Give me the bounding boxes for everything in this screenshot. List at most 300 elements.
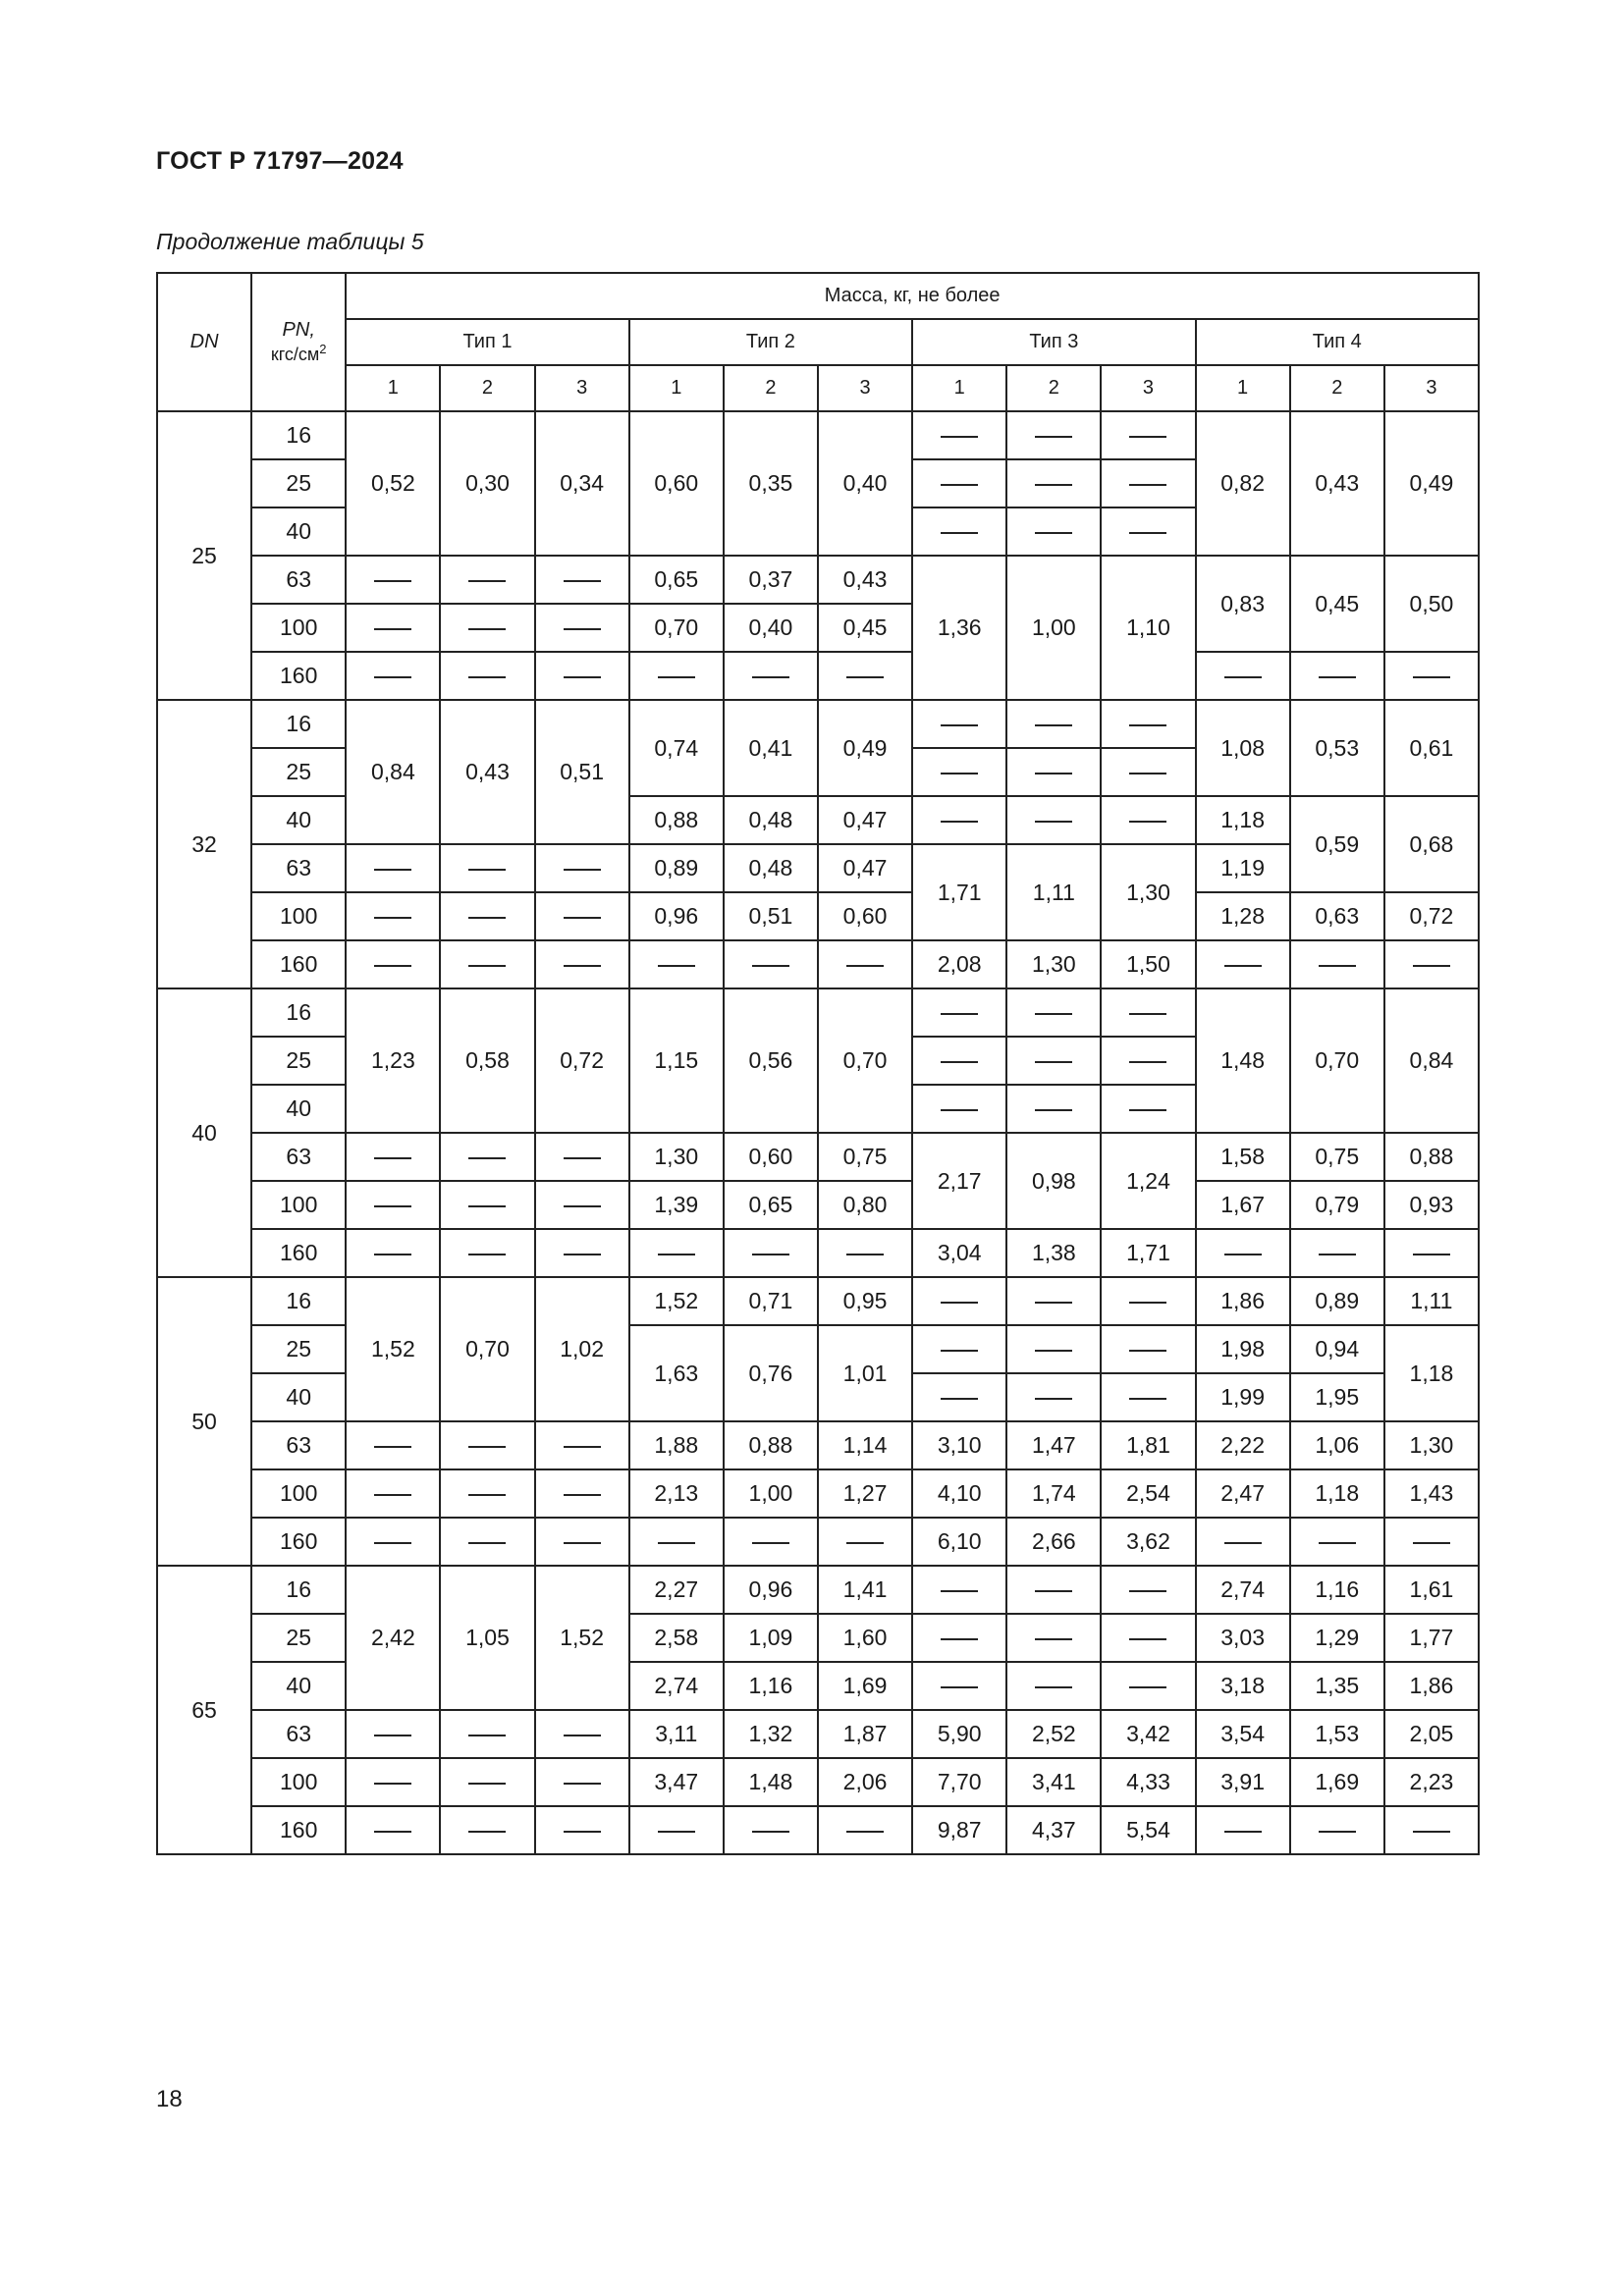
- table-cell: 1,18: [1290, 1469, 1384, 1518]
- table-cell: [724, 1229, 818, 1277]
- table-cell: [440, 556, 534, 604]
- dash-mark: [1035, 1302, 1072, 1304]
- table-cell: 2,08: [912, 940, 1006, 988]
- table-row: [157, 1758, 1479, 1806]
- table-cell: 0,82: [1196, 411, 1290, 556]
- dash-mark: [1129, 821, 1166, 823]
- table-row: [157, 1566, 1479, 1614]
- table-cell: [1101, 411, 1195, 459]
- table-cell: 160: [251, 1518, 346, 1566]
- table-cell: 32: [157, 700, 251, 988]
- table-cell: [912, 1566, 1006, 1614]
- table-cell: 0,43: [440, 700, 534, 844]
- table-cell: 16: [251, 1566, 346, 1614]
- table-cell: 1,16: [1290, 1566, 1384, 1614]
- table-cell: 40: [251, 796, 346, 844]
- dash-mark: [941, 436, 978, 438]
- table-cell: 100: [251, 604, 346, 652]
- header-sub-col: 3: [1384, 365, 1479, 411]
- table-cell: 40: [251, 1085, 346, 1133]
- table-cell: 16: [251, 988, 346, 1037]
- dash-mark: [468, 1157, 506, 1159]
- table-cell: 63: [251, 1133, 346, 1181]
- table-cell: 16: [251, 700, 346, 748]
- dash-mark: [1224, 1831, 1262, 1833]
- dash-mark: [1035, 1109, 1072, 1111]
- table-cell: 0,96: [724, 1566, 818, 1614]
- dash-mark: [941, 1686, 978, 1688]
- table-cell: 1,43: [1384, 1469, 1479, 1518]
- table-cell: [1290, 1806, 1384, 1854]
- table-cell: 1,77: [1384, 1614, 1479, 1662]
- dash-mark: [374, 1254, 411, 1255]
- table-cell: 3,62: [1101, 1518, 1195, 1566]
- table-cell: 0,37: [724, 556, 818, 604]
- table-cell: [440, 1181, 534, 1229]
- table-cell: 5,90: [912, 1710, 1006, 1758]
- dash-mark: [374, 869, 411, 871]
- dash-mark: [468, 1254, 506, 1255]
- dash-mark: [752, 1831, 789, 1833]
- table-cell: [1006, 700, 1101, 748]
- table-cell: 25: [251, 748, 346, 796]
- dash-mark: [1413, 965, 1450, 967]
- table-row: [157, 1469, 1479, 1518]
- dash-mark: [374, 1205, 411, 1207]
- dash-mark: [1129, 484, 1166, 486]
- table-cell: 2,52: [1006, 1710, 1101, 1758]
- table-cell: 2,17: [912, 1133, 1006, 1229]
- table-row: [157, 700, 1479, 748]
- header-sub-col: 1: [346, 365, 440, 411]
- table-cell: 1,35: [1290, 1662, 1384, 1710]
- table-cell: [535, 1469, 629, 1518]
- dash-mark: [1319, 676, 1356, 678]
- table-cell: 0,58: [440, 988, 534, 1133]
- table-cell: [535, 1758, 629, 1806]
- table-cell: 1,18: [1384, 1325, 1479, 1421]
- table-cell: 1,71: [1101, 1229, 1195, 1277]
- dash-mark: [1224, 1254, 1262, 1255]
- table-cell: 1,30: [629, 1133, 724, 1181]
- table-cell: [912, 1614, 1006, 1662]
- table-cell: 1,19: [1196, 844, 1290, 892]
- table-cell: 1,52: [346, 1277, 440, 1421]
- dash-mark: [468, 1494, 506, 1496]
- dash-mark: [941, 532, 978, 534]
- table-cell: 3,91: [1196, 1758, 1290, 1806]
- table-cell: 1,11: [1384, 1277, 1479, 1325]
- table-cell: 0,48: [724, 844, 818, 892]
- table-cell: 3,42: [1101, 1710, 1195, 1758]
- table-row: [157, 1277, 1479, 1325]
- dash-mark: [564, 1735, 601, 1736]
- dash-mark: [1319, 1542, 1356, 1544]
- table-cell: 1,32: [724, 1710, 818, 1758]
- table-cell: [440, 892, 534, 940]
- dash-mark: [752, 676, 789, 678]
- dash-mark: [468, 1542, 506, 1544]
- table-cell: 3,03: [1196, 1614, 1290, 1662]
- table-row: [157, 411, 1479, 459]
- table-cell: [346, 940, 440, 988]
- dash-mark: [1413, 676, 1450, 678]
- header-type-4: Тип 4: [1196, 319, 1479, 365]
- table-cell: 1,87: [818, 1710, 912, 1758]
- dash-mark: [846, 1254, 884, 1255]
- table-row: [157, 940, 1479, 988]
- table-cell: [818, 1806, 912, 1854]
- dash-mark: [658, 965, 695, 967]
- table-cell: 160: [251, 652, 346, 700]
- table-cell: [818, 652, 912, 700]
- table-cell: 1,30: [1101, 844, 1195, 940]
- dash-mark: [941, 1590, 978, 1592]
- table-cell: 0,84: [346, 700, 440, 844]
- table-cell: [346, 1518, 440, 1566]
- dash-mark: [1129, 1302, 1166, 1304]
- table-cell: 0,59: [1290, 796, 1384, 892]
- table-cell: 25: [251, 459, 346, 507]
- table-cell: 1,99: [1196, 1373, 1290, 1421]
- table-cell: 0,89: [629, 844, 724, 892]
- table-cell: 1,29: [1290, 1614, 1384, 1662]
- header-sub-col: 2: [1006, 365, 1101, 411]
- table-cell: 40: [251, 1373, 346, 1421]
- dash-mark: [658, 676, 695, 678]
- dash-mark: [752, 1254, 789, 1255]
- table-row: [157, 988, 1479, 1037]
- header-type-2: Тип 2: [629, 319, 912, 365]
- table-cell: 2,74: [629, 1662, 724, 1710]
- dash-mark: [468, 580, 506, 582]
- table-cell: 2,54: [1101, 1469, 1195, 1518]
- table-cell: 4,10: [912, 1469, 1006, 1518]
- table-cell: [1101, 1373, 1195, 1421]
- table-cell: 0,61: [1384, 700, 1479, 796]
- table-cell: [1006, 411, 1101, 459]
- dash-mark: [1035, 484, 1072, 486]
- dash-mark: [941, 1398, 978, 1400]
- table-cell: 1,52: [535, 1566, 629, 1710]
- dash-mark: [1224, 1542, 1262, 1544]
- table-cell: [912, 988, 1006, 1037]
- table-cell: 0,60: [818, 892, 912, 940]
- table-cell: 0,98: [1006, 1133, 1101, 1229]
- table-cell: [346, 1229, 440, 1277]
- table-cell: [629, 940, 724, 988]
- dash-mark: [1035, 821, 1072, 823]
- table-cell: 0,74: [629, 700, 724, 796]
- dash-mark: [1035, 1590, 1072, 1592]
- table-cell: 0,88: [1384, 1133, 1479, 1181]
- table-cell: [1006, 1614, 1101, 1662]
- table-cell: [1101, 459, 1195, 507]
- header-sub-col: 1: [629, 365, 724, 411]
- dash-mark: [564, 1494, 601, 1496]
- table-cell: [535, 1518, 629, 1566]
- table-cell: [440, 1133, 534, 1181]
- table-cell: [1290, 1518, 1384, 1566]
- table-cell: 1,63: [629, 1325, 724, 1421]
- table-cell: [346, 844, 440, 892]
- dash-mark: [1035, 773, 1072, 774]
- dash-mark: [374, 1831, 411, 1833]
- table-cell: 0,30: [440, 411, 534, 556]
- table-cell: [1290, 1229, 1384, 1277]
- dash-mark: [564, 1831, 601, 1833]
- table-cell: 1,98: [1196, 1325, 1290, 1373]
- table-cell: 0,89: [1290, 1277, 1384, 1325]
- header-sub-col: 3: [818, 365, 912, 411]
- dash-mark: [1413, 1542, 1450, 1544]
- table-cell: 1,95: [1290, 1373, 1384, 1421]
- dash-mark: [941, 724, 978, 726]
- table-cell: 0,41: [724, 700, 818, 796]
- table-cell: 0,75: [1290, 1133, 1384, 1181]
- dash-mark: [468, 1446, 506, 1448]
- table-cell: [818, 1518, 912, 1566]
- table-cell: 0,65: [724, 1181, 818, 1229]
- table-cell: 1,15: [629, 988, 724, 1133]
- table-cell: [440, 1229, 534, 1277]
- table-cell: 1,47: [1006, 1421, 1101, 1469]
- dash-mark: [374, 1446, 411, 1448]
- table-cell: 0,95: [818, 1277, 912, 1325]
- header-type-3: Тип 3: [912, 319, 1195, 365]
- table-cell: [912, 459, 1006, 507]
- table-cell: [1101, 507, 1195, 556]
- dash-mark: [1129, 1109, 1166, 1111]
- table-cell: [724, 1806, 818, 1854]
- table-cell: 65: [157, 1566, 251, 1854]
- table-cell: 0,60: [629, 411, 724, 556]
- dash-mark: [1129, 724, 1166, 726]
- table-cell: [1196, 940, 1290, 988]
- table-cell: 16: [251, 1277, 346, 1325]
- table-cell: [1384, 652, 1479, 700]
- table-cell: [1101, 1037, 1195, 1085]
- dash-mark: [658, 1254, 695, 1255]
- table-cell: [912, 1085, 1006, 1133]
- table-cell: [535, 1133, 629, 1181]
- table-cell: 40: [251, 507, 346, 556]
- table-cell: 160: [251, 1806, 346, 1854]
- table-cell: 0,65: [629, 556, 724, 604]
- table-cell: 100: [251, 892, 346, 940]
- dash-mark: [1035, 1061, 1072, 1063]
- table-cell: [1101, 988, 1195, 1037]
- dash-mark: [468, 965, 506, 967]
- dash-mark: [1035, 1686, 1072, 1688]
- dash-mark: [374, 1157, 411, 1159]
- dash-mark: [1129, 1686, 1166, 1688]
- dash-mark: [941, 1061, 978, 1063]
- table-cell: 63: [251, 1710, 346, 1758]
- table-cell: 3,18: [1196, 1662, 1290, 1710]
- table-cell: 1,11: [1006, 844, 1101, 940]
- table-cell: [535, 1806, 629, 1854]
- table-cell: 25: [251, 1325, 346, 1373]
- dash-mark: [468, 1831, 506, 1833]
- table-cell: [346, 1133, 440, 1181]
- table-row: [157, 844, 1479, 892]
- dash-mark: [374, 676, 411, 678]
- table-cell: [629, 1229, 724, 1277]
- table-cell: 16: [251, 411, 346, 459]
- table-cell: [1101, 1277, 1195, 1325]
- table-cell: 1,38: [1006, 1229, 1101, 1277]
- table-cell: [346, 1758, 440, 1806]
- dash-mark: [374, 965, 411, 967]
- dash-mark: [564, 1254, 601, 1255]
- table-cell: 9,87: [912, 1806, 1006, 1854]
- table-cell: 1,28: [1196, 892, 1290, 940]
- table-cell: 2,06: [818, 1758, 912, 1806]
- dash-mark: [1035, 1398, 1072, 1400]
- table-cell: [1290, 652, 1384, 700]
- table-cell: 25: [157, 411, 251, 700]
- table-cell: [912, 796, 1006, 844]
- table-cell: 0,60: [724, 1133, 818, 1181]
- table-cell: 1,88: [629, 1421, 724, 1469]
- table-cell: 2,23: [1384, 1758, 1479, 1806]
- header-pn-unit: кгс/$см^2$: [270, 341, 327, 364]
- table-cell: 3,04: [912, 1229, 1006, 1277]
- table-cell: 4,33: [1101, 1758, 1195, 1806]
- table-cell: 1,39: [629, 1181, 724, 1229]
- table-cell: [1101, 748, 1195, 796]
- table-cell: [1006, 459, 1101, 507]
- table-cell: [1101, 796, 1195, 844]
- table-cell: [912, 507, 1006, 556]
- dash-mark: [846, 1831, 884, 1833]
- table-cell: 0,75: [818, 1133, 912, 1181]
- dash-mark: [941, 1350, 978, 1352]
- table-cell: 2,58: [629, 1614, 724, 1662]
- table-cell: 3,10: [912, 1421, 1006, 1469]
- table-cell: [912, 1373, 1006, 1421]
- header-dn: DN: [157, 273, 251, 411]
- table-cell: [629, 1806, 724, 1854]
- table-cell: 5,54: [1101, 1806, 1195, 1854]
- table-cell: [912, 748, 1006, 796]
- table-row: [157, 652, 1479, 700]
- dash-mark: [846, 965, 884, 967]
- table-cell: 3,41: [1006, 1758, 1101, 1806]
- table-cell: 0,51: [724, 892, 818, 940]
- table-cell: [346, 1710, 440, 1758]
- table-cell: 63: [251, 556, 346, 604]
- dash-mark: [564, 917, 601, 919]
- header-mass: Масса, кг, не более: [346, 273, 1479, 319]
- table-cell: 1,74: [1006, 1469, 1101, 1518]
- table-cell: 63: [251, 844, 346, 892]
- table-row: [157, 556, 1479, 604]
- table-cell: 0,45: [818, 604, 912, 652]
- table-cell: 1,48: [1196, 988, 1290, 1133]
- table-cell: [535, 1181, 629, 1229]
- dash-mark: [1129, 1590, 1166, 1592]
- table-cell: [1196, 1518, 1290, 1566]
- dash-mark: [1413, 1254, 1450, 1255]
- table-row: [157, 892, 1479, 940]
- table-cell: 0,48: [724, 796, 818, 844]
- table-cell: [1384, 940, 1479, 988]
- table-cell: [912, 1037, 1006, 1085]
- table-cell: 2,74: [1196, 1566, 1290, 1614]
- table-cell: 2,05: [1384, 1710, 1479, 1758]
- table-cell: 63: [251, 1421, 346, 1469]
- table-cell: 0,49: [1384, 411, 1479, 556]
- table-cell: [440, 652, 534, 700]
- header-sub-col: 2: [1290, 365, 1384, 411]
- dash-mark: [1129, 1638, 1166, 1640]
- dash-mark: [468, 676, 506, 678]
- dash-mark: [374, 1735, 411, 1736]
- table-row: [157, 1710, 1479, 1758]
- table-cell: [1006, 1277, 1101, 1325]
- table-cell: [535, 844, 629, 892]
- table-cell: [346, 604, 440, 652]
- table-cell: 2,42: [346, 1566, 440, 1710]
- dash-mark: [1129, 1350, 1166, 1352]
- dash-mark: [1413, 1831, 1450, 1833]
- table-cell: 1,00: [1006, 556, 1101, 700]
- table-cell: 0,43: [818, 556, 912, 604]
- dash-mark: [564, 580, 601, 582]
- table-cell: [1101, 1085, 1195, 1133]
- table-cell: 1,18: [1196, 796, 1290, 844]
- table-cell: 0,70: [440, 1277, 534, 1421]
- dash-mark: [468, 869, 506, 871]
- table-cell: 0,96: [629, 892, 724, 940]
- table-cell: 2,13: [629, 1469, 724, 1518]
- dash-mark: [1035, 1638, 1072, 1640]
- table-cell: 1,71: [912, 844, 1006, 940]
- dash-mark: [564, 676, 601, 678]
- table-cell: 2,47: [1196, 1469, 1290, 1518]
- table-cell: [440, 844, 534, 892]
- dash-mark: [564, 1542, 601, 1544]
- table-cell: 0,72: [535, 988, 629, 1133]
- dash-mark: [941, 484, 978, 486]
- dash-mark: [752, 965, 789, 967]
- dash-mark: [1224, 965, 1262, 967]
- table-cell: 0,56: [724, 988, 818, 1133]
- table-cell: [346, 556, 440, 604]
- dash-mark: [1319, 965, 1356, 967]
- dash-mark: [564, 1205, 601, 1207]
- table-cell: 6,10: [912, 1518, 1006, 1566]
- header-sub-col: 1: [912, 365, 1006, 411]
- table-cell: [1290, 940, 1384, 988]
- table-cell: 1,52: [629, 1277, 724, 1325]
- dash-mark: [468, 628, 506, 630]
- table-cell: 0,71: [724, 1277, 818, 1325]
- table-cell: [440, 1469, 534, 1518]
- table-cell: 0,50: [1384, 556, 1479, 652]
- dash-mark: [564, 628, 601, 630]
- page-number: 18: [156, 2086, 183, 2112]
- table-cell: [346, 1421, 440, 1469]
- table-cell: 1,30: [1384, 1421, 1479, 1469]
- table-cell: 0,68: [1384, 796, 1479, 892]
- table-cell: 1,86: [1384, 1662, 1479, 1710]
- table-cell: [1101, 1662, 1195, 1710]
- dash-mark: [564, 1783, 601, 1785]
- table-cell: 100: [251, 1181, 346, 1229]
